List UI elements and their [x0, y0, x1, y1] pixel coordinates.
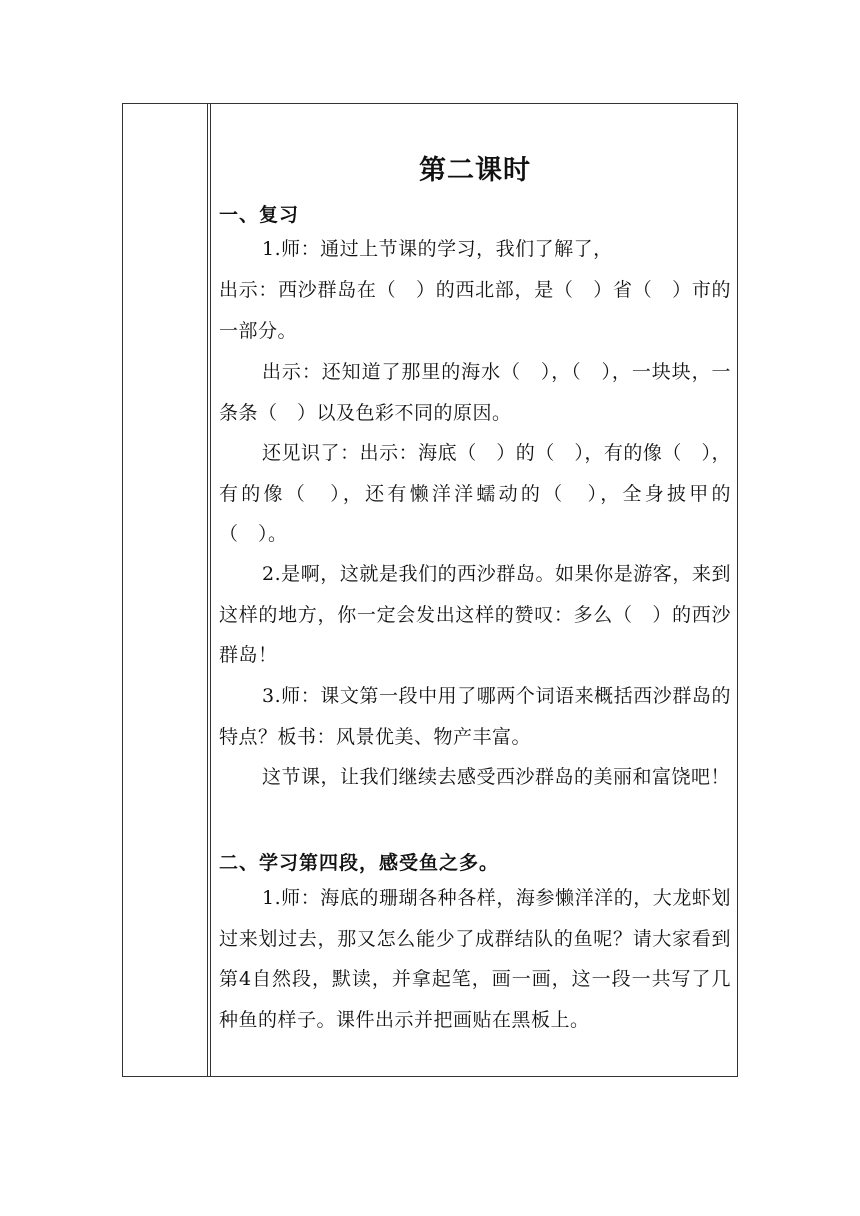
review-paragraph-4: 还见识了：出示：海底（ ）的（ ），有的像（ ），有的像（ ），还有懒洋洋蠕动的（ ），全身披甲的（ ）。	[219, 442, 731, 545]
review-paragraph-7: 这节课，让我们继续去感受西沙群岛的美丽和富饶吧！	[262, 766, 731, 788]
paragraph-four-text: 1.师：海底的珊瑚各种各样，海参懒洋洋的，大龙虾划过来划过去，那又怎么能少了成群结队的鱼呢？请大家看到第4自然段，默读，并拿起笔，画一画，这一段一共写了几种鱼的样子。课件出示并把画贴在黑板上。	[219, 887, 731, 1031]
section-heading-review: 一、复习	[219, 204, 300, 226]
column-divider	[207, 104, 211, 1076]
lesson-title: 第二课时	[419, 155, 531, 186]
review-paragraph-1: 1.师：通过上节课的学习，我们了解了，	[262, 238, 613, 260]
review-paragraph-5: 2.是啊，这就是我们的西沙群岛。如果你是游客，来到这样的地方，你一定会发出这样的赞叹：多么（ ）的西沙群岛！	[219, 563, 731, 666]
review-paragraph-3: 出示：还知道了那里的海水（ ），（ ），一块块，一条条（ ）以及色彩不同的原因。	[219, 361, 731, 424]
left-column-cell	[123, 104, 207, 1076]
section-heading-paragraph-four: 二、学习第四段，感受鱼之多。	[219, 852, 500, 874]
review-paragraph-6: 3.师：课文第一段中用了哪两个词语来概括西沙群岛的特点？板书：风景优美、物产丰富。	[219, 685, 731, 748]
lesson-table	[122, 103, 738, 1077]
review-paragraph-2: 出示：西沙群岛在（ ）的西北部，是（ ）省（ ）市的一部分。	[219, 279, 731, 342]
